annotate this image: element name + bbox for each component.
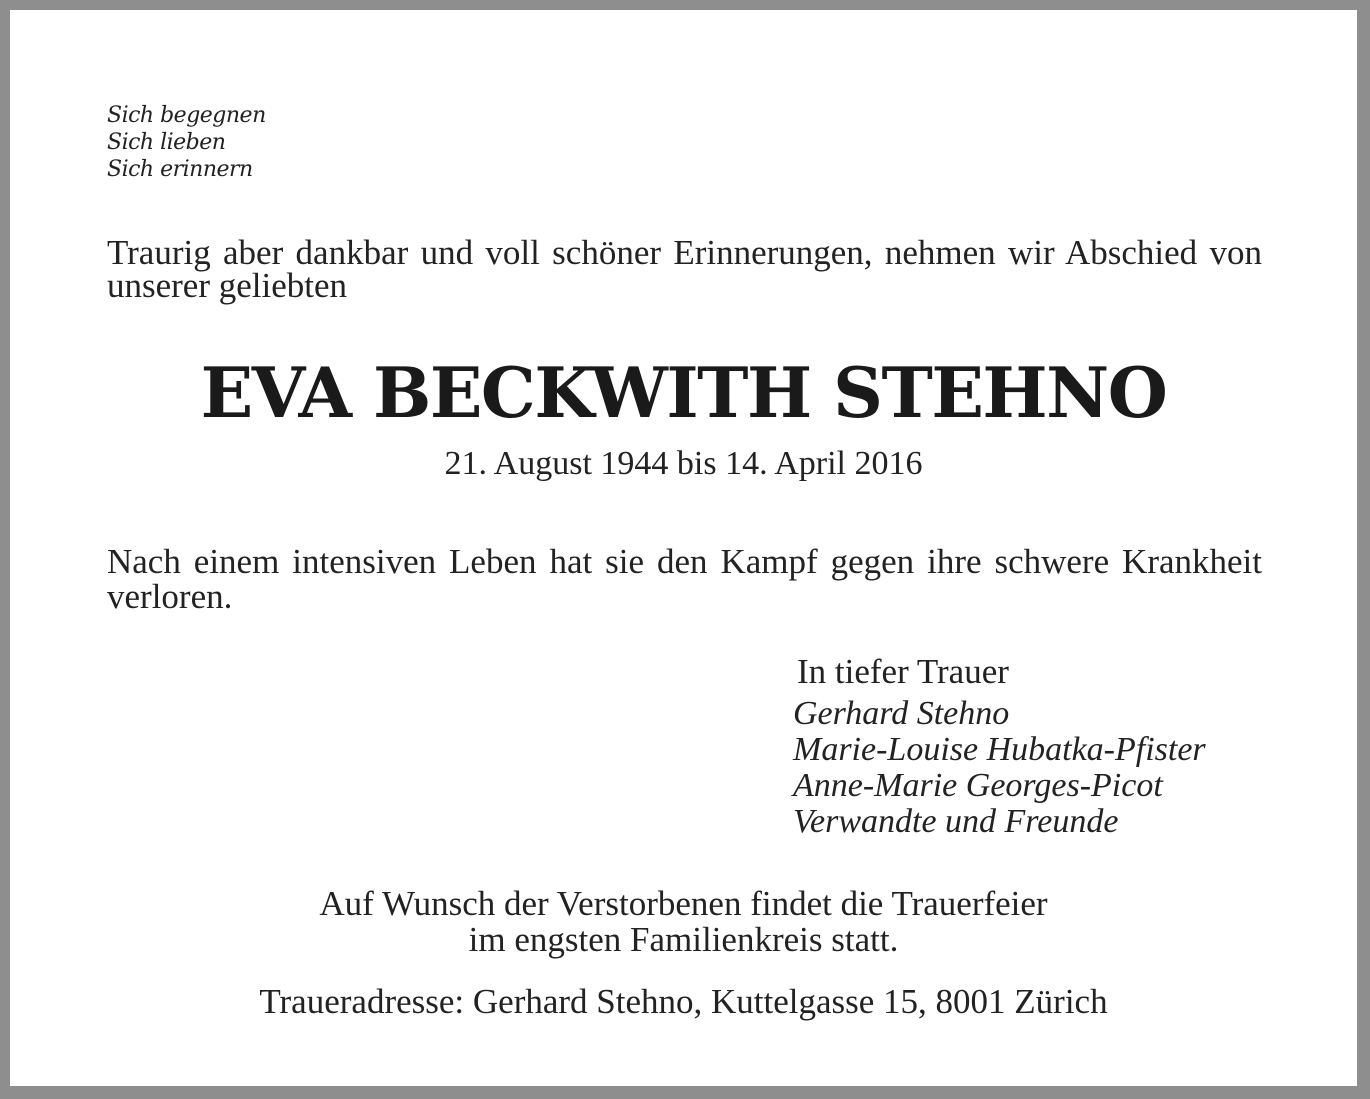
- mourner-name: Verwandte und Freunde: [793, 803, 1119, 840]
- motto-line: Sich lieben: [107, 130, 226, 155]
- motto: [107, 102, 266, 183]
- ceremony-notice-line: Auf Wunsch der Verstorbenen findet die Trauerfeier: [319, 884, 1048, 923]
- body-text: Nach einem intensiven Leben hat sie den Kampf gegen ihre schwere Krankheit verloren.: [107, 542, 1262, 616]
- motto-line: Sich begegnen: [107, 103, 266, 128]
- mourning-address: Traueradresse: Gerhard Stehno, Kuttelgasse 15, 8001 Zürich: [259, 982, 1108, 1021]
- motto-line: Sich erinnern: [107, 157, 253, 182]
- mourners-list: [793, 696, 1206, 840]
- ceremony-notice: [10, 886, 1357, 958]
- mourner-name: Anne-Marie Georges-Picot: [793, 767, 1163, 804]
- mourner-name: Marie-Louise Hubatka-Pfister: [793, 731, 1206, 768]
- ceremony-notice-line: im engsten Familienkreis statt.: [468, 920, 899, 959]
- obituary-notice: [10, 10, 1357, 1086]
- intro-text: Traurig aber dankbar und voll schöner Erinnerungen, nehmen wir Abschied von unserer geliebten: [107, 233, 1262, 305]
- deceased-name: EVA BECKWITH STEHNO: [200, 353, 1167, 434]
- mourning-heading: In tiefer Trauer: [797, 652, 1009, 691]
- life-dates: 21. August 1944 bis 14. April 2016: [444, 445, 923, 482]
- mourner-name: Gerhard Stehno: [793, 695, 1010, 732]
